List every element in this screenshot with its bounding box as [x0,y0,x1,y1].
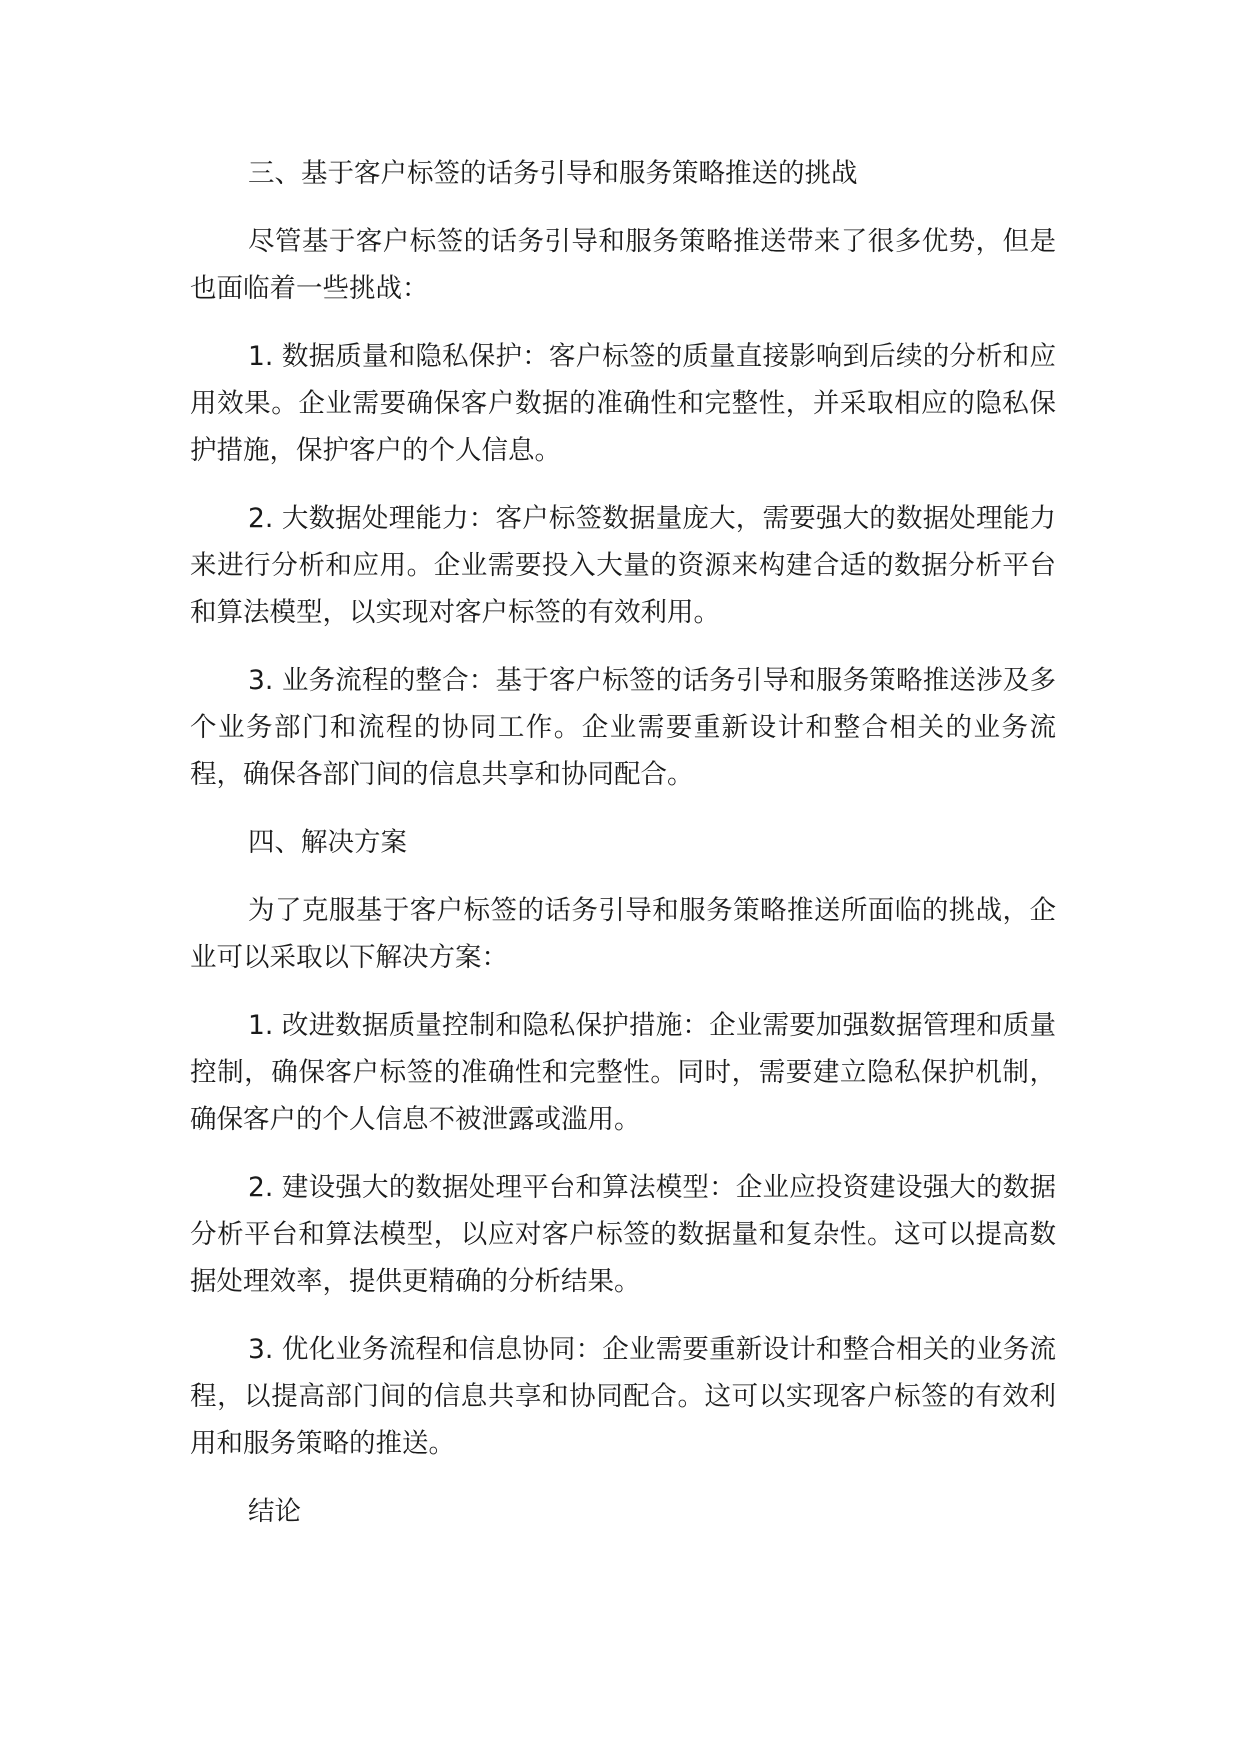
document-body [190,150,1056,1556]
solution-item-1: 1. 改进数据质量控制和隐私保护措施：企业需要加强数据管理和质量控制，确保客户标签的准确性和完整性。同时，需要建立隐私保护机制，确保客户的个人信息不被泄露或滥用。 [190,1010,1056,1135]
section-3-intro: 尽管基于客户标签的话务引导和服务策略推送带来了很多优势，但是也面临着一些挑战： [190,226,1056,304]
challenge-item-1: 1. 数据质量和隐私保护：客户标签的质量直接影响到后续的分析和应用效果。企业需要确保客户数据的准确性和完整性，并采取相应的隐私保护措施，保护客户的个人信息。 [190,341,1056,466]
section-4-intro: 为了克服基于客户标签的话务引导和服务策略推送所面临的挑战，企业可以采取以下解决方案： [190,895,1056,973]
section-3-heading: 三、基于客户标签的话务引导和服务策略推送的挑战 [248,158,858,189]
challenge-item-3: 3. 业务流程的整合：基于客户标签的话务引导和服务策略推送涉及多个业务部门和流程的协同工作。企业需要重新设计和整合相关的业务流程，确保各部门间的信息共享和协同配合。 [190,665,1056,790]
section-4-heading: 四、解决方案 [248,827,407,858]
solution-item-3: 3. 优化业务流程和信息协同：企业需要重新设计和整合相关的业务流程，以提高部门间的信息共享和协同配合。这可以实现客户标签的有效利用和服务策略的推送。 [190,1334,1056,1459]
conclusion-heading: 结论 [248,1496,301,1527]
challenge-item-2: 2. 大数据处理能力：客户标签数据量庞大，需要强大的数据处理能力来进行分析和应用。企业需要投入大量的资源来构建合适的数据分析平台和算法模型，以实现对客户标签的有效利用。 [190,503,1056,628]
solution-item-2: 2. 建设强大的数据处理平台和算法模型：企业应投资建设强大的数据分析平台和算法模型，以应对客户标签的数据量和复杂性。这可以提高数据处理效率，提供更精确的分析结果。 [190,1172,1056,1297]
